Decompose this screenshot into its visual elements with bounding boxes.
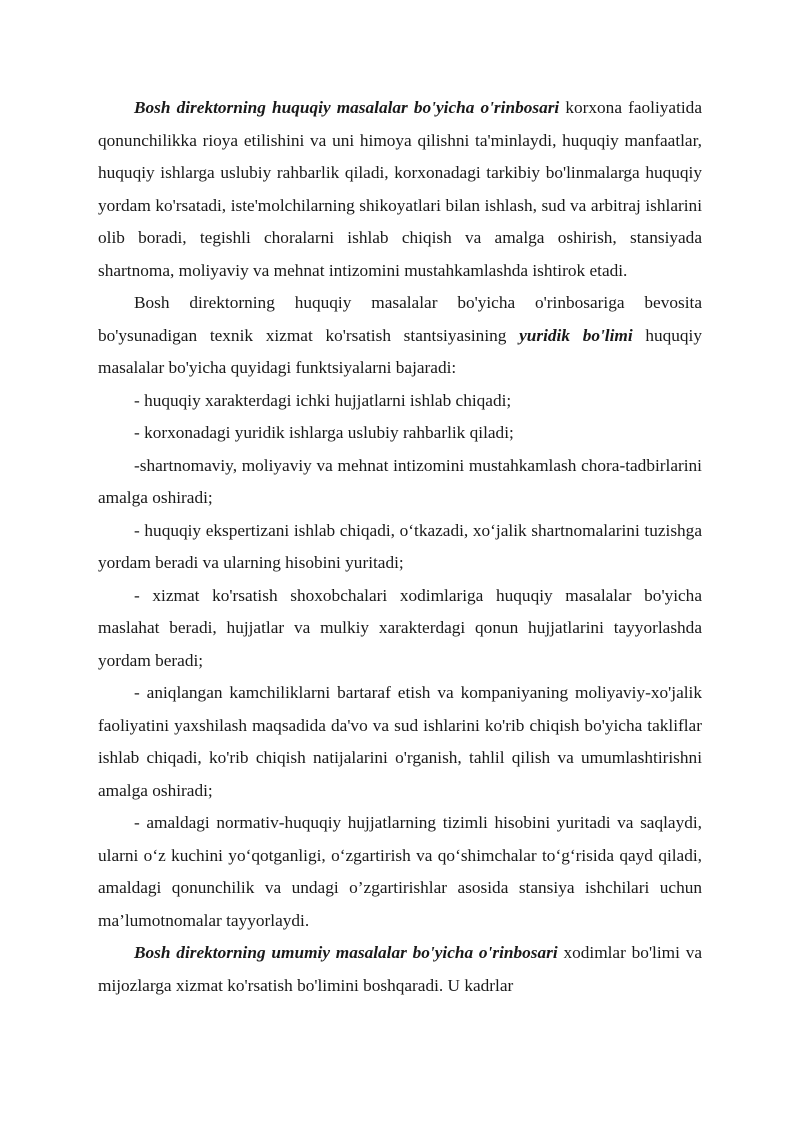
- paragraph-legal-department: [98, 287, 702, 385]
- legal-department-outro: huquqiy masalalar bo'yicha quyidagi funktsiyalarni bajaradi:: [98, 325, 702, 377]
- list-item: - amaldagi normativ-huquqiy hujjatlarning tizimli hisobini yuritadi va saqlaydi, ularni o‘z kuchini yo‘qotganligi, o‘zgartirish va qo‘shimchalar to‘g‘risida qayd qiladi, amaldagi qonunchilik va undagi o’zgartirishlar asosida stansiya ishchilari uchun ma’lumotnomalar tayyorlaydi.: [98, 813, 702, 930]
- list-item: - korxonadagi yuridik ishlarga uslubiy rahbarlik qiladi;: [134, 423, 514, 442]
- list-item: -shartnomaviy, moliyaviy va mehnat intizomini mustahkamlash chora-tadbirlarini amalga oshiradi;: [98, 455, 702, 507]
- list-item: - aniqlangan kamchiliklarni bartaraf etish va kompaniyaning moliyaviy-xo'jalik faoliyatini yaxshilash maqsadida da'vo va sud ishlarini ko'rib chiqish bo'yicha takliflar ishlab chiqadi, ko'rib chiqish natijalarini o'rganish, tahlil qilish va umumlashtirishni amalga oshiradi;: [98, 683, 702, 800]
- paragraph-legal-deputy: [98, 92, 702, 287]
- paragraph-general-deputy: [98, 937, 702, 1002]
- list-item: - xizmat ko'rsatish shoxobchalari xodimlariga huquqiy masalalar bo'yicha maslahat beradi, hujjatlar va mulkiy xarakterdagi qonun hujjatlarini tayyorlashda yordam beradi;: [98, 585, 702, 670]
- list-item: - huquqiy ekspertizani ishlab chiqadi, o‘tkazadi, xo‘jalik shartnomalarini tuzishga yordam beradi va ularning hisobini yuritadi;: [98, 520, 702, 572]
- general-deputy-text: xodimlar bo'limi va mijozlarga xizmat ko'rsatish bo'limini boshqaradi. U kadrlar: [98, 943, 703, 995]
- list-item: - huquqiy xarakterdagi ichki hujjatlarni ishlab chiqadi;: [134, 390, 512, 410]
- legal-department-intro: Bosh direktorning huquqiy masalalar bo'yicha o'rinbosariga bevosita bo'ysunadigan texnik xizmat ko'rsatish stantsiyasining: [98, 293, 702, 345]
- document-page: [98, 92, 702, 1002]
- general-deputy-title: Bosh direktorning umumiy masalalar bo'yicha o'rinbosari: [134, 943, 558, 962]
- legal-department-emphasis: yuridik bo'limi: [519, 325, 633, 345]
- legal-deputy-text: korxona faoliyatida qonunchilikka rioya etilishini va uni himoya qilishni ta'minlaydi, huquqiy manfaatlar, huquqiy ishlarga uslubiy rahbarlik qiladi, korxonadagi tarkibiy bo'linmalarga huquqiy yordam ko'rsatadi, iste'molchilarning shikoyatlari bilan ishlash, sud va arbitraj ishlarini olib boradi, tegishli choralarni ishlab chiqish va amalga oshirish, stansiyada shartnoma, moliyaviy va mehnat intizomini mustahkamlashda ishtirok etadi.: [98, 98, 702, 280]
- legal-deputy-title: Bosh direktorning huquqiy masalalar bo'yicha o'rinbosari: [134, 98, 560, 117]
